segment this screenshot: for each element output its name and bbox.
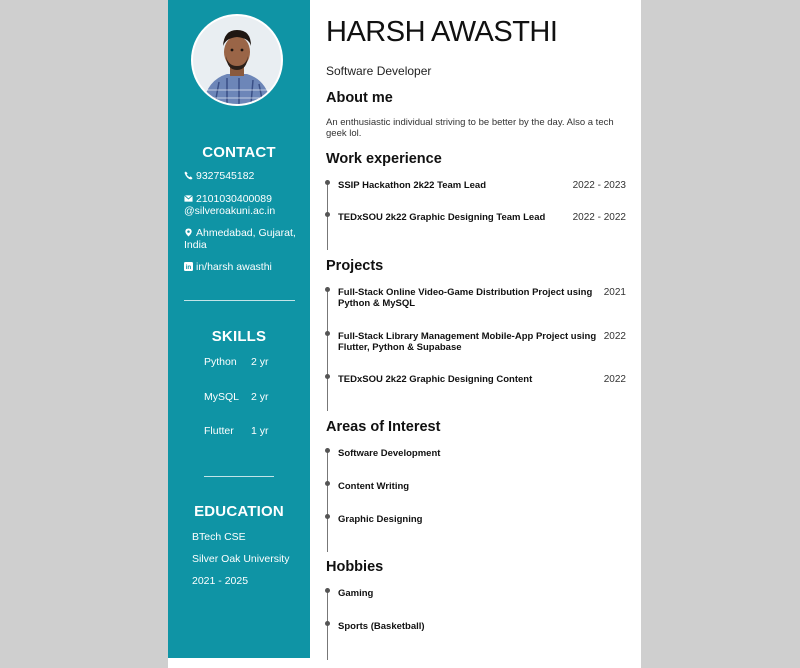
timeline-dot: [325, 481, 330, 486]
about-text: An enthusiastic individual striving to be better by the day. Also a tech geek lol.: [326, 117, 614, 139]
projects-heading: Projects: [326, 258, 384, 274]
education-school: Silver Oak University: [192, 553, 290, 565]
linkedin-icon: [184, 262, 193, 271]
hobby-title: Sports (Basketball): [338, 621, 425, 632]
education-years: 2021 - 2025: [192, 575, 249, 587]
education-heading: EDUCATION: [194, 503, 284, 520]
skill-name: MySQL: [204, 391, 240, 403]
phone-icon: [184, 171, 193, 180]
education-degree: BTech CSE: [192, 531, 246, 543]
sidebar: [168, 0, 310, 658]
skill-item: [204, 425, 269, 437]
contact-email: [184, 193, 302, 217]
svg-text:in: in: [185, 264, 192, 271]
project-title: Full-Stack Library Management Mobile-App Project using Flutter, Python & Supabase: [338, 331, 597, 353]
resume-page: [168, 0, 641, 668]
skills-divider: [204, 476, 274, 477]
project-date: 2022: [603, 331, 626, 342]
contact-divider: [184, 300, 295, 301]
timeline-dot: [325, 180, 330, 185]
skill-item: [204, 391, 269, 403]
hobbies-heading: Hobbies: [326, 559, 384, 575]
skill-years: 2 yr: [251, 356, 269, 368]
timeline-dot: [325, 331, 330, 336]
work-title: TEDxSOU 2k22 Graphic Designing Team Lead: [338, 212, 546, 223]
timeline-dot: [325, 621, 330, 626]
project-date: 2022: [603, 374, 626, 385]
avatar: [191, 14, 283, 106]
about-heading: About me: [326, 90, 393, 106]
project-date: 2021: [603, 287, 626, 298]
candidate-name: HARSH AWASTHI: [326, 16, 558, 48]
linkedin-text[interactable]: in/harsh awasthi: [196, 261, 272, 273]
email-text: 2101030400089 @silveroakuni.ac.in: [184, 193, 276, 217]
hobby-title: Gaming: [338, 588, 374, 599]
skill-item: [204, 356, 269, 368]
timeline-dot: [325, 448, 330, 453]
project-title: Full-Stack Online Video-Game Distribution Project using Python & MySQL: [338, 287, 593, 309]
envelope-icon: [184, 194, 193, 203]
skill-name: Flutter: [204, 425, 234, 437]
skills-heading: SKILLS: [211, 328, 267, 345]
contact-phone: [184, 170, 302, 182]
profile-photo: [193, 16, 281, 104]
work-title: SSIP Hackathon 2k22 Team Lead: [338, 180, 487, 191]
timeline-dot: [325, 514, 330, 519]
location-text: Ahmedabad, Gujarat, India: [184, 227, 296, 251]
interest-title: Content Writing: [338, 481, 410, 492]
projects-timeline: [327, 287, 328, 411]
skill-years: 1 yr: [251, 425, 269, 437]
work-heading: Work experience: [326, 151, 442, 167]
candidate-role: Software Developer: [326, 64, 432, 78]
interest-title: Software Development: [338, 448, 441, 459]
project-title: TEDxSOU 2k22 Graphic Designing Content: [338, 374, 533, 385]
contact-linkedin[interactable]: [184, 261, 302, 273]
work-date: 2022 - 2022: [572, 212, 626, 223]
timeline-dot: [325, 287, 330, 292]
skill-name: Python: [204, 356, 237, 368]
interest-title: Graphic Designing: [338, 514, 423, 525]
contact-heading: CONTACT: [202, 144, 276, 161]
location-pin-icon: [184, 228, 193, 237]
interests-heading: Areas of Interest: [326, 419, 441, 435]
timeline-dot: [325, 588, 330, 593]
timeline-dot: [325, 374, 330, 379]
interests-timeline: [327, 448, 328, 552]
timeline-dot: [325, 212, 330, 217]
contact-location: [184, 227, 302, 251]
skill-years: 2 yr: [251, 391, 269, 403]
work-date: 2022 - 2023: [572, 180, 626, 191]
phone-text: 9327545182: [196, 170, 255, 182]
